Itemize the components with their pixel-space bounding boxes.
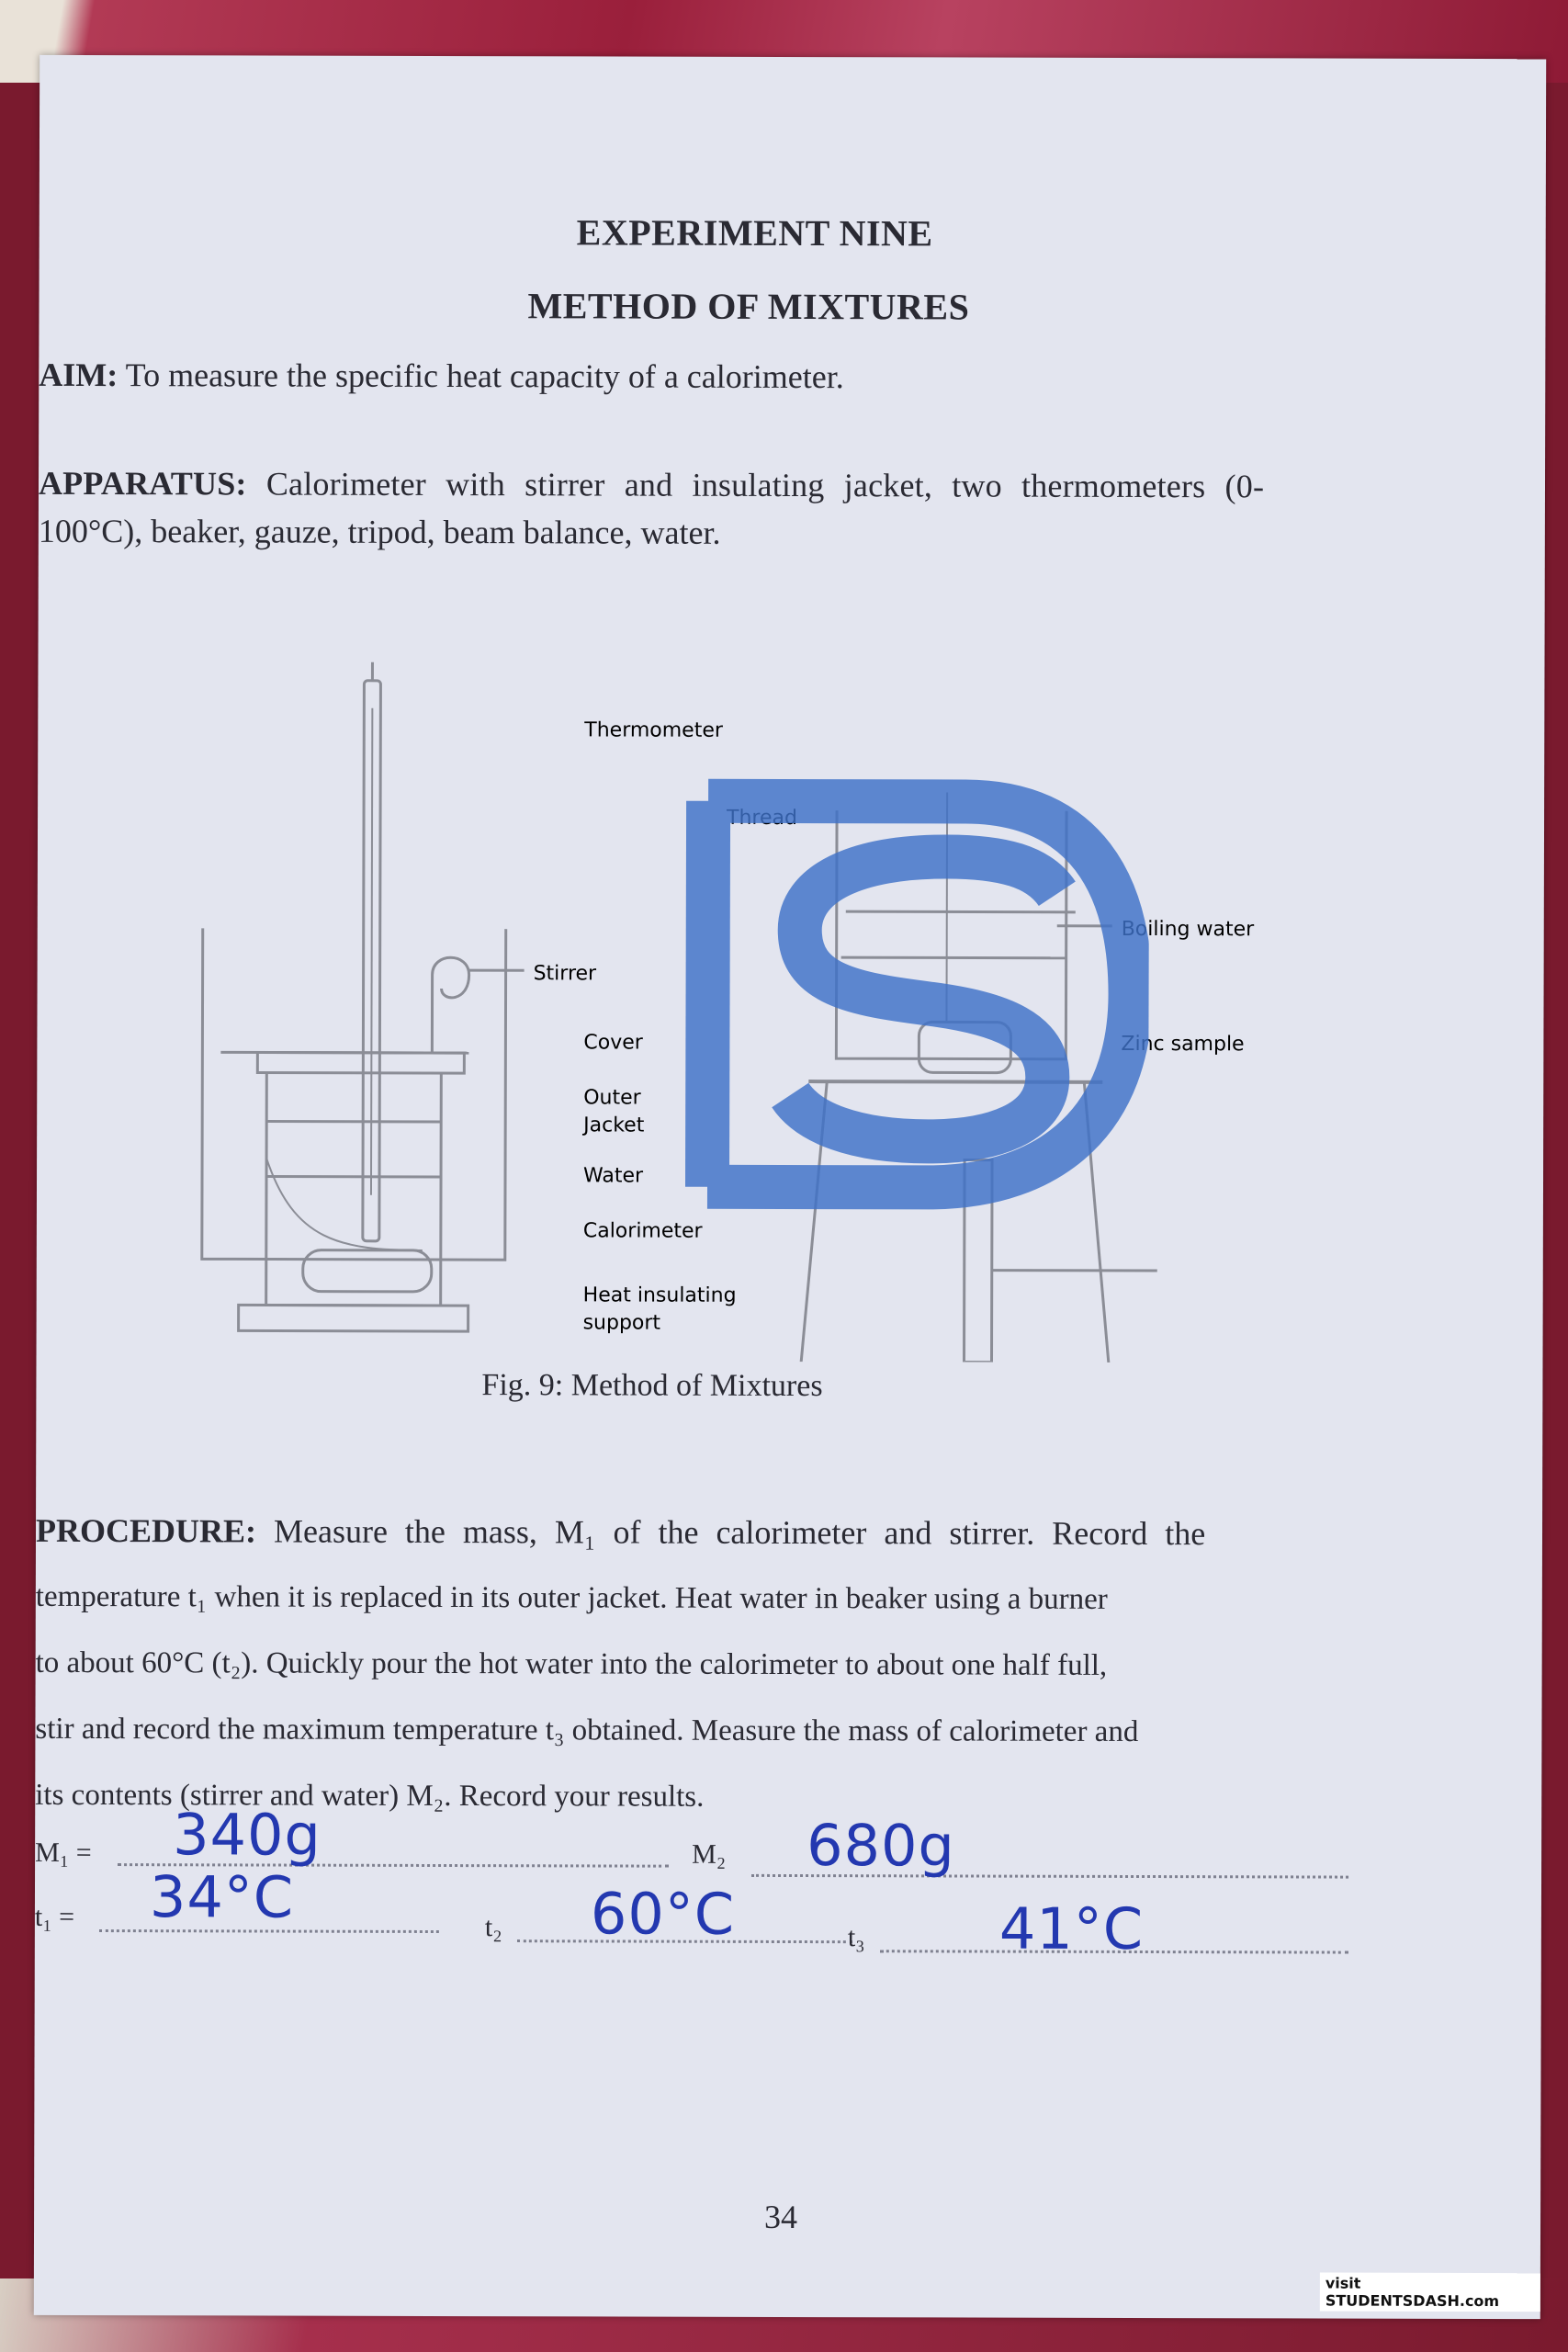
t2-handwritten-value: 60°C	[590, 1880, 736, 1948]
label-boiling-water: Boiling water	[1121, 917, 1255, 942]
aim-text: To measure the specific heat capacity of a calorimeter.	[125, 356, 844, 396]
support-shape	[239, 1305, 468, 1331]
aim-line	[39, 342, 844, 410]
label-thread: Thread	[727, 806, 798, 831]
t2-label: t₂	[484, 1912, 502, 1943]
page-number: 34	[764, 2198, 798, 2236]
t3-handwritten-value: 41°C	[998, 1894, 1145, 1963]
cover-shape	[257, 1052, 464, 1073]
stirrer-shape	[432, 957, 468, 1053]
label-outer-jacket-1: Outer	[583, 1086, 641, 1110]
procedure-line-5: its contents (stirrer and water) M₂. Record your results.	[35, 1778, 705, 1814]
calorimeter-shape	[266, 1073, 442, 1306]
label-cover: Cover	[583, 1031, 643, 1055]
apparatus-line-2: 100°C), beaker, gauze, tripod, beam balance, water.	[38, 512, 721, 551]
figure-caption: Fig. 9: Method of Mixtures	[481, 1368, 823, 1404]
label-calorimeter: Calorimeter	[582, 1219, 703, 1243]
experiment-number: EXPERIMENT NINE	[576, 211, 933, 254]
procedure-text-1: Measure the mass, M₁ of the calorimeter and stirrer. Record the	[273, 1512, 1206, 1553]
label-thermometer: Thermometer	[584, 718, 723, 742]
label-support-2: support	[582, 1311, 661, 1335]
m1-handwritten-value: 340g	[173, 1801, 321, 1869]
label-support-1: Heat insulating	[582, 1283, 737, 1307]
watermark-text: visit STUDENTSDASH.com	[1320, 2273, 1540, 2312]
procedure-line-4: stir and record the maximum temperature t₃ obtained. Measure the mass of calorimeter and	[35, 1712, 1139, 1748]
procedure-line-2: temperature t₁ when it is replaced in its outer jacket. Heat water in beaker using a burner	[35, 1579, 1108, 1616]
procedure-label: PROCEDURE:	[35, 1511, 257, 1550]
t1-handwritten-value: 34°C	[149, 1863, 295, 1931]
experiment-title: METHOD OF MIXTURES	[527, 285, 970, 328]
apparatus-text-1: Calorimeter with stirrer and insulating jacket, two thermometers (0-	[265, 465, 1265, 505]
outer-jacket-shape	[202, 928, 506, 1260]
watermark-logo	[671, 764, 1149, 1225]
procedure-line-1	[36, 1498, 1205, 1566]
label-outer-jacket-2: Jacket	[583, 1114, 645, 1137]
label-water: Water	[582, 1164, 644, 1188]
procedure-line-3: to about 60°C (t₂). Quickly pour the hot water into the calorimeter to about one half full,	[35, 1645, 1108, 1682]
label-stirrer: Stirrer	[533, 962, 597, 986]
book-page	[34, 55, 1546, 2319]
aim-label: AIM:	[39, 356, 118, 394]
t3-label: t₃	[847, 1922, 865, 1953]
label-zinc-sample: Zinc sample	[1121, 1032, 1245, 1057]
m2-handwritten-value: 680g	[807, 1812, 955, 1880]
t1-label: t₁ =	[34, 1901, 75, 1932]
m1-label: M₁ =	[35, 1837, 92, 1869]
m2-label: M₂	[692, 1838, 727, 1870]
apparatus-label: APPARATUS:	[38, 464, 247, 503]
